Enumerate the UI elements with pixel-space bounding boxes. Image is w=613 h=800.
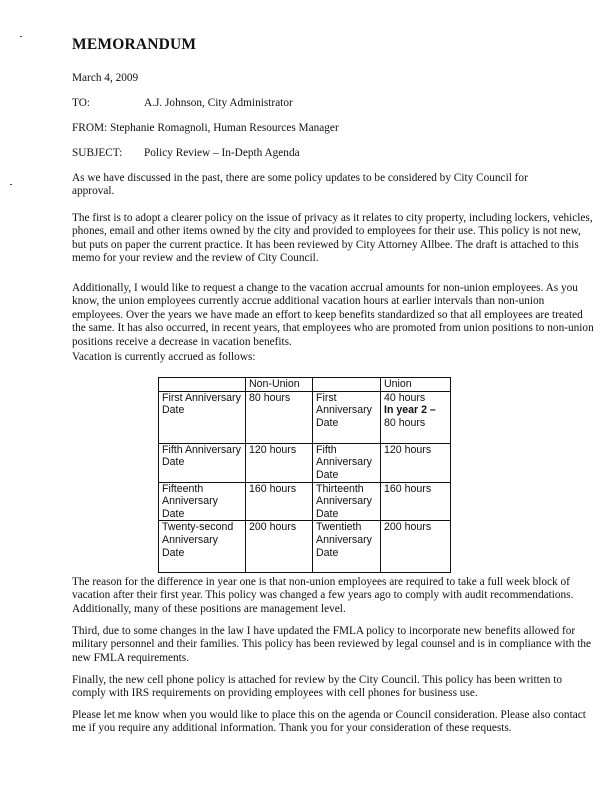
table-cell: 80 hours bbox=[246, 391, 313, 443]
header-cell: Union bbox=[381, 378, 451, 392]
scan-speck bbox=[20, 36, 22, 37]
header-cell bbox=[159, 378, 246, 392]
subject-value: Policy Review – In-Depth Agenda bbox=[144, 147, 300, 159]
paragraph-privacy: The first is to adopt a clearer policy on the issue of privacy as it relates to city property, including lockers, vehicles, phones, email and other items owned by the city and provided to employees for their use. This policy is not new, but puts on paper the current practice. It has been reviewed by City Attorney Allbee. The draft is attached to this memo for your review and the review of City Council. bbox=[72, 212, 593, 265]
table-cell: Twenty-second Anniversary Date bbox=[159, 521, 246, 573]
table-cell: 120 hours bbox=[246, 443, 313, 482]
table-row bbox=[159, 391, 451, 443]
table-cell: 200 hours bbox=[246, 521, 313, 573]
paragraph-fmla: Third, due to some changes in the law I have updated the FMLA policy to incorporate new benefits allowed for military personnel and their families. This policy has been reviewed by legal counsel and is in compliance with the new FMLA requirements. bbox=[72, 625, 591, 664]
header-cell: Non-Union bbox=[246, 378, 313, 392]
subject-label: SUBJECT: bbox=[72, 147, 123, 159]
table-header-row bbox=[159, 378, 451, 392]
header-cell bbox=[313, 378, 381, 392]
table-cell: 120 hours bbox=[381, 443, 451, 482]
from-value: Stephanie Romagnoli, Human Resources Manager bbox=[110, 122, 339, 134]
paragraph-vacation: Additionally, I would like to request a change to the vacation accrual amounts for non-union employees. As you know, the union employees currently accrue additional vacation hours at earlier intervals than non-union employees. Over the years we have made an effort to keep benefits standardized so that all employees are treated the same. It has also occurred, in recent years, that employees who are promoted from union positions to non-union positions receive a decrease in vacation benefits. bbox=[72, 282, 594, 348]
from-line bbox=[72, 122, 597, 135]
paragraph-cell-phone: Finally, the new cell phone policy is attached for review by the City Council. This policy has been written to comply with IRS requirements on providing employees with cell phones for business use. bbox=[72, 674, 563, 700]
table-row bbox=[159, 521, 451, 573]
table-row bbox=[159, 443, 451, 482]
table-cell: Fifth Anniversary Date bbox=[313, 443, 381, 482]
to-label: TO: bbox=[72, 97, 90, 109]
union-year2-hours: 80 hours bbox=[384, 416, 426, 429]
union-year2-label: In year 2 – bbox=[384, 404, 436, 417]
table-cell bbox=[381, 391, 451, 443]
scan-speck bbox=[10, 184, 12, 185]
table-cell: Fifth Anniversary Date bbox=[159, 443, 246, 482]
paragraph-intro: As we have discussed in the past, there are some policy updates to be considered by City Council for approval. bbox=[72, 172, 528, 198]
memo-date: March 4, 2009 bbox=[72, 72, 139, 84]
paragraph-vacation-intro: Vacation is currently accrued as follows: bbox=[72, 351, 256, 363]
table-cell: 160 hours bbox=[381, 482, 451, 521]
union-first-hours: 40 hours bbox=[384, 391, 426, 404]
table-cell: Twentieth Anniversary Date bbox=[313, 521, 381, 573]
table-cell: First Anniversary Date bbox=[159, 391, 246, 443]
memo-title: MEMORANDUM bbox=[72, 36, 197, 53]
table-cell: 200 hours bbox=[381, 521, 451, 573]
table-row bbox=[159, 482, 451, 521]
vacation-accrual-table bbox=[158, 377, 451, 573]
paragraph-reason: The reason for the difference in year one is that non-union employees are required to take a full week block of vacation after their first year. This policy was changed a few years ago to comply with audit recommendations. Additionally, many of these positions are management level. bbox=[72, 576, 574, 615]
table-cell: Thirteenth Anniversary Date bbox=[313, 482, 381, 521]
to-value: A.J. Johnson, City Administrator bbox=[144, 97, 293, 109]
table-cell: Fifteenth Anniversary Date bbox=[159, 482, 246, 521]
table-cell: 160 hours bbox=[246, 482, 313, 521]
paragraph-closing: Please let me know when you would like to place this on the agenda or Council consideration. Please also contact me if you require any additional information. Thank you for your consideration of these requests. bbox=[72, 709, 586, 735]
from-label: FROM: bbox=[72, 122, 108, 134]
table-cell: First Anniversary Date bbox=[313, 391, 381, 443]
